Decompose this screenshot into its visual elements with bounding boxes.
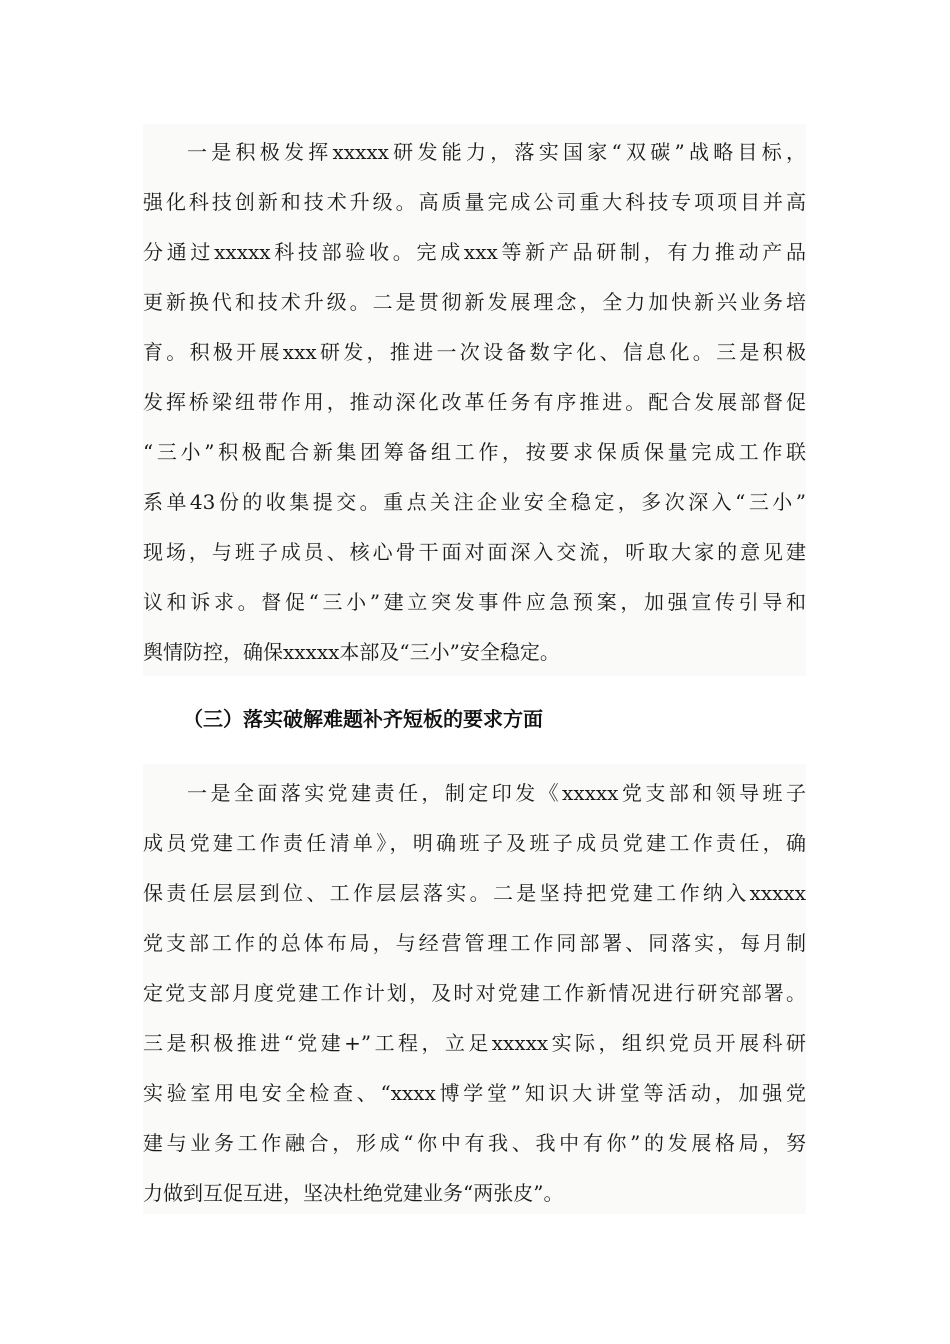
paragraph-line: 实验室用电安全检查、“xxxx博学堂”知识大讲堂等活动，加强党: [143, 1081, 806, 1105]
paragraph-line: 系单43份的收集提交。重点关注企业安全稳定，多次深入“三小”: [143, 490, 806, 514]
paragraph-line: 保责任层层到位、工作层层落实。二是坚持把党建工作纳入xxxxx: [143, 881, 806, 905]
paragraph-line: 强化科技创新和技术升级。高质量完成公司重大科技专项项目并高: [143, 190, 806, 214]
paragraph-line: 力做到互促互进，坚决杜绝党建业务“两张皮”。: [143, 1181, 564, 1205]
paragraph-party-building: [143, 764, 806, 1214]
paragraph-line: 党支部工作的总体布局，与经营管理工作同部署、同落实，每月制: [143, 931, 806, 955]
paragraph-line: 建与业务工作融合，形成“你中有我、我中有你”的发展格局，努: [143, 1131, 806, 1155]
paragraph-line: 一是积极发挥xxxxx研发能力，落实国家“双碳”战略目标，: [187, 140, 806, 164]
paragraph-line: 发挥桥梁纽带作用，推动深化改革任务有序推进。配合发展部督促: [143, 390, 806, 414]
paragraph-line: “三小”积极配合新集团筹备组工作，按要求保质保量完成工作联: [143, 440, 806, 464]
paragraph-line: 一是全面落实党建责任，制定印发《xxxxx党支部和领导班子: [187, 781, 806, 805]
paragraph-line: 分通过xxxxx科技部验收。完成xxx等新产品研制，有力推动产品: [143, 240, 806, 264]
paragraph-line: 三是积极推进“党建+”工程，立足xxxxx实际，组织党员开展科研: [143, 1031, 806, 1055]
paragraph-line: 舆情防控，确保xxxxx本部及“三小”安全稳定。: [143, 640, 560, 664]
paragraph-achievements: [143, 124, 806, 676]
paragraph-line: 育。积极开展xxx研发，推进一次设备数字化、信息化。三是积极: [143, 340, 806, 364]
paragraph-line: 成员党建工作责任清单》，明确班子及班子成员党建工作责任，确: [143, 831, 806, 855]
paragraph-line: 议和诉求。督促“三小”建立突发事件应急预案，加强宣传引导和: [143, 590, 806, 614]
paragraph-line: 现场，与班子成员、核心骨干面对面深入交流，听取大家的意见建: [143, 540, 806, 564]
section-heading: （三）落实破解难题补齐短板的要求方面: [183, 707, 543, 731]
paragraph-line: 定党支部月度党建工作计划，及时对党建工作新情况进行研究部署。: [143, 981, 806, 1005]
paragraph-line: 更新换代和技术升级。二是贯彻新发展理念，全力加快新兴业务培: [143, 290, 806, 314]
